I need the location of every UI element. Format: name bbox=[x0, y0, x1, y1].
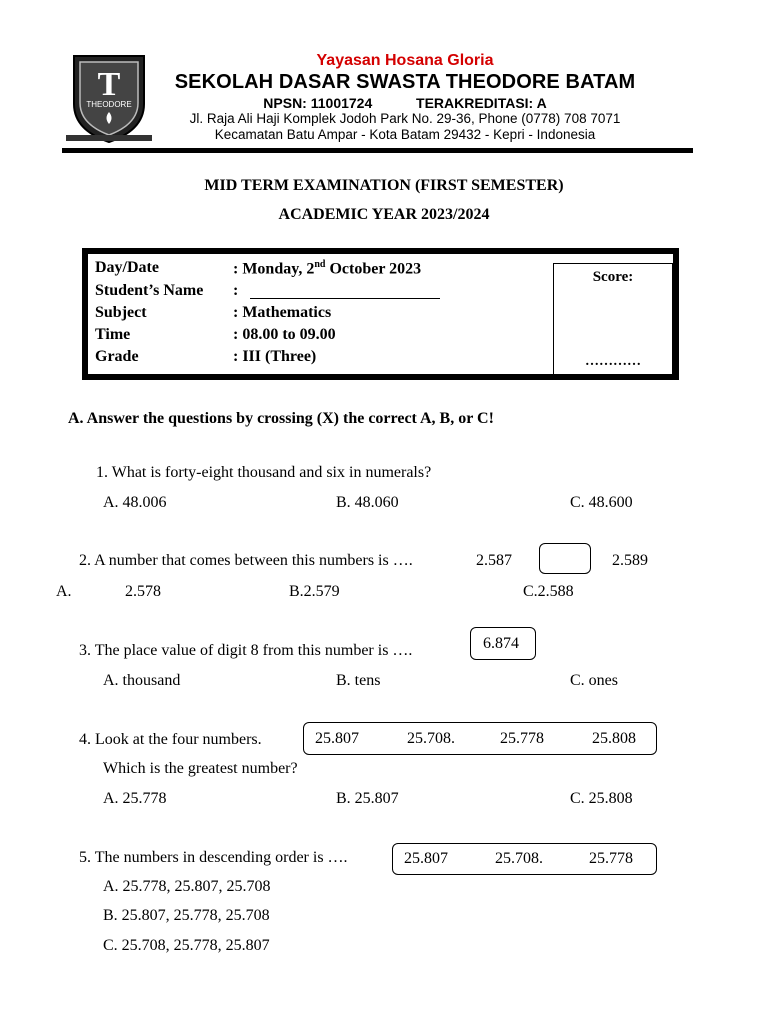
q3-option-c[interactable]: C. ones bbox=[570, 672, 618, 689]
q2-option-a-letter[interactable]: A. bbox=[56, 583, 72, 600]
accreditation: TERAKREDITASI: A bbox=[416, 95, 547, 111]
grade-label: Grade bbox=[95, 348, 139, 365]
exam-title: MID TERM EXAMINATION (FIRST SEMESTER) bbox=[204, 177, 564, 194]
question-5: 5. The numbers in descending order is …. bbox=[79, 849, 348, 866]
score-blank: ………… bbox=[585, 354, 641, 369]
q2-number-right: 2.589 bbox=[612, 552, 648, 569]
question-2: 2. A number that comes between this numbers is …. bbox=[79, 552, 413, 569]
q2-number-left: 2.587 bbox=[476, 552, 512, 569]
name-colon: : bbox=[233, 282, 239, 299]
section-a-instruction: A. Answer the questions by crossing (X) the correct A, B, or C! bbox=[68, 410, 494, 427]
question-4: 4. Look at the four numbers. bbox=[79, 731, 262, 748]
subject-label: Subject bbox=[95, 304, 147, 321]
day-label: Day/Date bbox=[95, 259, 159, 276]
q1-option-b[interactable]: B. 48.060 bbox=[336, 494, 399, 511]
q5-number-1: 25.807 bbox=[404, 850, 448, 867]
question-4-subtext: Which is the greatest number? bbox=[103, 760, 298, 777]
time-label: Time bbox=[95, 326, 131, 343]
q2-option-b[interactable]: B.2.579 bbox=[289, 583, 340, 600]
school-district: Kecamatan Batu Ampar - Kota Batam 29432 - Kepri - Indonesia bbox=[214, 127, 596, 142]
score-label: Score: bbox=[592, 269, 634, 285]
q2-blank-box[interactable] bbox=[539, 543, 591, 574]
q5-option-c[interactable]: C. 25.708, 25.778, 25.807 bbox=[103, 937, 270, 954]
school-name: SEKOLAH DASAR SWASTA THEODORE BATAM bbox=[174, 71, 636, 93]
logo-text: THEODORE bbox=[86, 100, 132, 109]
q4-numbers-box bbox=[303, 722, 657, 755]
name-label: Student’s Name bbox=[95, 282, 204, 299]
q3-option-b[interactable]: B. tens bbox=[336, 672, 381, 689]
logo-letter: T bbox=[97, 66, 121, 103]
q2-option-a[interactable]: 2.578 bbox=[125, 583, 161, 600]
header-divider bbox=[62, 148, 693, 153]
q3-number: 6.874 bbox=[483, 634, 519, 652]
q4-number-3: 25.778 bbox=[500, 729, 544, 747]
question-3: 3. The place value of digit 8 from this number is …. bbox=[79, 642, 413, 659]
school-address: Jl. Raja Ali Haji Komplek Jodoh Park No. 29-36, Phone (0778) 708 7071 bbox=[189, 111, 621, 126]
grade-value: : III (Three) bbox=[233, 348, 317, 365]
q3-number-box bbox=[470, 627, 536, 660]
q5-option-b[interactable]: B. 25.807, 25.778, 25.708 bbox=[103, 907, 270, 924]
q4-option-b[interactable]: B. 25.807 bbox=[336, 790, 399, 807]
q2-option-c[interactable]: C.2.588 bbox=[523, 583, 574, 600]
npsn-line bbox=[165, 95, 645, 111]
day-value: : Monday, 2nd October 2023 bbox=[233, 259, 422, 278]
npsn: NPSN: 11001724 bbox=[263, 95, 373, 111]
q4-number-1: 25.807 bbox=[315, 729, 359, 747]
school-logo bbox=[64, 52, 154, 144]
q4-number-4: 25.808 bbox=[592, 729, 636, 747]
student-name-blank[interactable] bbox=[250, 298, 440, 299]
subject-value: : Mathematics bbox=[233, 304, 332, 321]
q1-option-a[interactable]: A. 48.006 bbox=[103, 494, 167, 511]
question-1: 1. What is forty-eight thousand and six in numerals? bbox=[96, 464, 432, 481]
q1-option-c[interactable]: C. 48.600 bbox=[570, 494, 633, 511]
q5-numbers-box bbox=[392, 843, 657, 875]
time-value: : 08.00 to 09.00 bbox=[233, 326, 336, 343]
q4-option-a[interactable]: A. 25.778 bbox=[103, 790, 167, 807]
q5-number-3: 25.778 bbox=[589, 850, 633, 867]
exam-year: ACADEMIC YEAR 2023/2024 bbox=[278, 206, 490, 223]
q4-number-2: 25.708. bbox=[407, 729, 455, 747]
q5-option-a[interactable]: A. 25.778, 25.807, 25.708 bbox=[103, 878, 271, 895]
q5-number-2: 25.708. bbox=[495, 850, 543, 867]
q3-option-a[interactable]: A. thousand bbox=[103, 672, 181, 689]
foundation-name: Yayasan Hosana Gloria bbox=[316, 52, 494, 69]
q4-option-c[interactable]: C. 25.808 bbox=[570, 790, 633, 807]
